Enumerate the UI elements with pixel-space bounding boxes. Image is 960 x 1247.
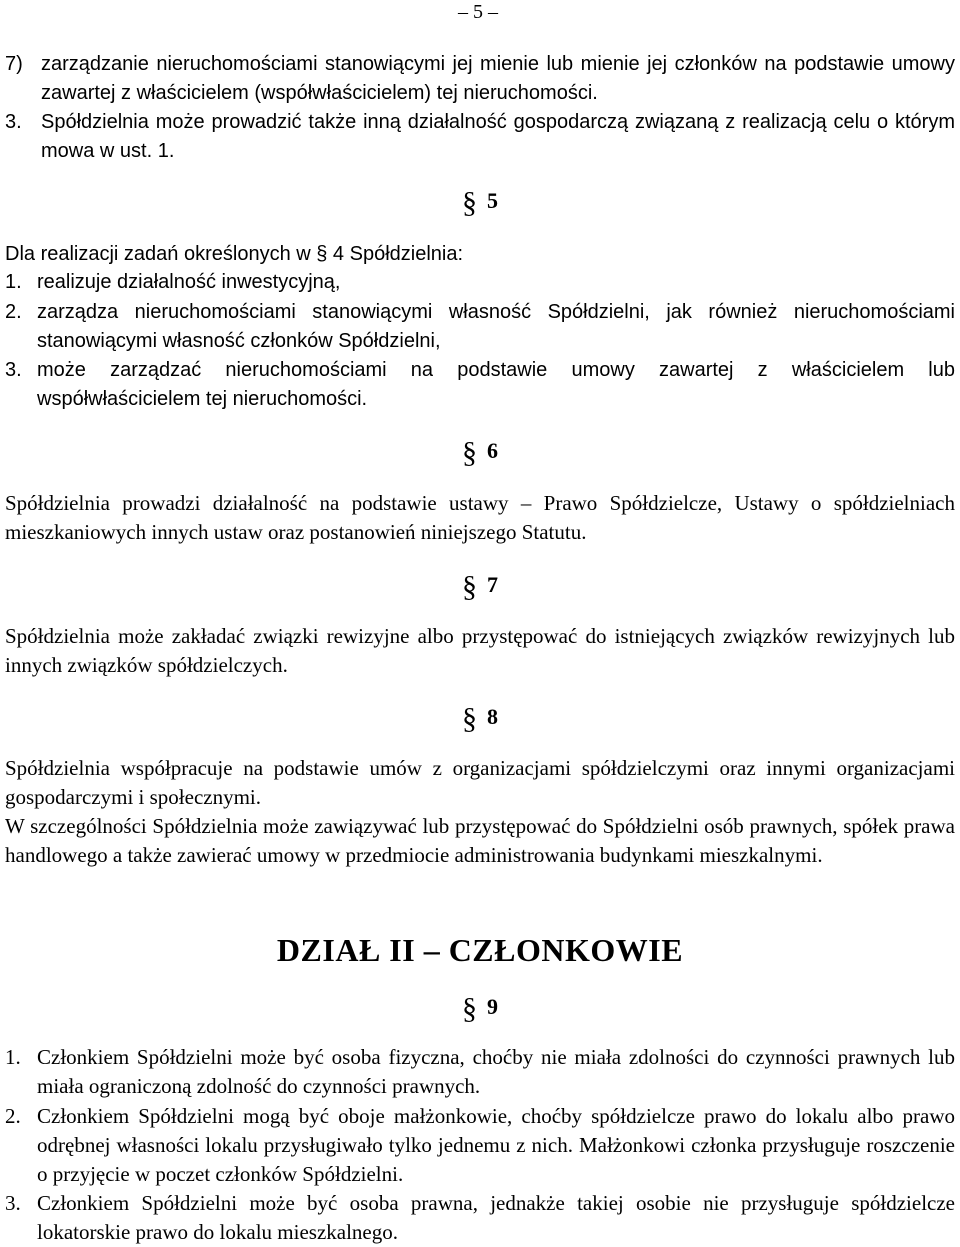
section-7-text: Spółdzielnia może zakładać związki rewizyjne albo przystępować do istniejących związków rewizyjnych lub innych związków spółdzielczych. xyxy=(5,624,955,677)
list-item xyxy=(5,356,955,414)
section-8-text-1: Spółdzielnia współpracuje na podstawie umów z organizacjami spółdzielczymi oraz innymi organizacjami gospodarczymi i społecznymi. xyxy=(5,756,955,809)
section-number: 7 xyxy=(487,572,498,597)
section-number: 8 xyxy=(487,704,498,729)
list-item-text: zarządzanie nieruchomościami stanowiącymi jej mienie lub mienie jej członków na podstawie umowy zawartej z właścicielem (współwłaścicielem) tej nieruchomości. xyxy=(41,53,955,104)
list-item-number: 7) xyxy=(5,53,23,75)
list-item-number: 1. xyxy=(5,271,22,293)
section-heading-7 xyxy=(462,570,498,602)
list-item xyxy=(5,1189,955,1247)
list-item-text: zarządza nieruchomościami stanowiącymi własność Spółdzielni, jak również nieruchomościami stanowiącymi własność członków Spółdzielni, xyxy=(37,301,955,352)
list-item xyxy=(5,1043,955,1101)
list-item-number: 1. xyxy=(5,1045,21,1069)
section-number: 5 xyxy=(487,188,498,213)
section-heading-5 xyxy=(462,186,498,218)
section-6-text: Spółdzielnia prowadzi działalność na podstawie ustawy – Prawo Spółdzielcze, Ustawy o spółdzielniach mieszkaniowych innych ustaw oraz postanowień niniejszego Statutu. xyxy=(5,491,955,544)
list-item-text: Członkiem Spółdzielni może być osoba fizyczna, choćby nie miała zdolności do czynności prawnych lub miała ograniczoną zdolność do czynności prawnych. xyxy=(37,1045,955,1098)
list-item-7 xyxy=(5,50,955,108)
section-sign: § xyxy=(462,992,477,1025)
section-5-intro: Dla realizacji zadań określonych w § 4 Spółdzielnia: xyxy=(5,243,464,265)
section-sign: § xyxy=(462,702,477,735)
section-number: 6 xyxy=(487,438,498,463)
list-item xyxy=(5,298,955,356)
section-heading-8 xyxy=(462,702,498,734)
section-sign: § xyxy=(462,436,477,469)
list-item xyxy=(5,1102,955,1189)
section-8-text-2: W szczególności Spółdzielnia może zawiązywać lub przystępować do Spółdzielni osób prawnych, spółek prawa handlowego a także zawierać umowy w przedmiocie administrowania budynkami mieszkalnymi. xyxy=(5,814,955,867)
list-item-text: realizuje działalność inwestycyjną, xyxy=(37,271,341,293)
section-number: 9 xyxy=(487,994,498,1019)
chapter-title: DZIAŁ II – CZŁONKOWIE xyxy=(276,932,684,968)
section-heading-6 xyxy=(462,436,498,468)
list-item xyxy=(5,268,955,297)
page-number: – 5 – xyxy=(458,1,498,23)
section-heading-9 xyxy=(462,992,498,1024)
list-item-text: może zarządzać nieruchomościami na podstawie umowy zawartej z właścicielem lub współwłaścicielem tej nieruchomości. xyxy=(37,359,955,410)
list-item-number: 3. xyxy=(5,359,22,381)
section-sign: § xyxy=(462,186,477,219)
list-item-text: Członkiem Spółdzielni mogą być oboje małżonkowie, choćby spółdzielcze prawo do lokalu albo prawo odrębnej własności lokalu przysługiwało tylko jednemu z nich. Małżonkowi członka przysługuje roszczenie o przyjęcie w poczet członków Spółdzielni. xyxy=(37,1104,955,1186)
list-item-3 xyxy=(5,108,955,166)
list-item-number: 3. xyxy=(5,111,22,133)
list-item-number: 2. xyxy=(5,301,22,323)
section-sign: § xyxy=(462,570,477,603)
list-item-text: Spółdzielnia może prowadzić także inną działalność gospodarczą związaną z realizacją celu o którym mowa w ust. 1. xyxy=(41,111,955,162)
list-item-text: Członkiem Spółdzielni może być osoba prawna, jednakże takiej osobie nie przysługuje spółdzielcze lokatorskie prawo do lokalu mieszkalnego. xyxy=(37,1191,955,1244)
list-item-number: 3. xyxy=(5,1191,21,1215)
list-item-number: 2. xyxy=(5,1104,21,1128)
